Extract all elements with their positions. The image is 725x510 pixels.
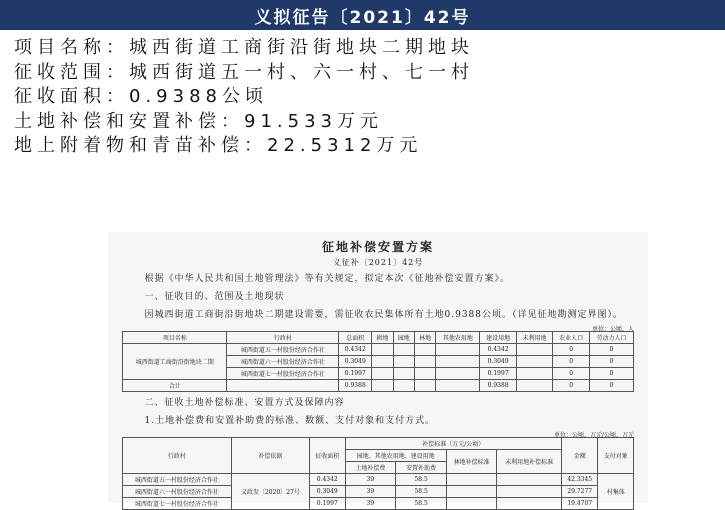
table-cell: 城西街道七一村股份经济合作社 (227, 368, 339, 380)
table-cell: 0.3049 (310, 486, 345, 498)
table-row (123, 498, 634, 510)
table-cell: 0.1997 (480, 368, 517, 380)
table-header: 安置补助费 (396, 462, 447, 474)
table-cell: 58.5 (396, 498, 447, 510)
table1-unit: 单位：公顷，人 (591, 326, 634, 333)
table-cell: 0 (589, 368, 633, 380)
doc-section1-text: 因城西街道工商街沿街地块二期建设需要，需征收农民集体所有土地0.9388公顷。（详见征地勘测定界图）。 (144, 310, 623, 320)
table-cell: 39 (345, 486, 396, 498)
table-cell (414, 344, 435, 356)
table-cell: 0 (553, 344, 590, 356)
table-header: 支付对象 (598, 438, 634, 474)
area-line (14, 85, 709, 110)
scope-label: 征收范围： (14, 61, 129, 83)
notice-summary (14, 36, 709, 159)
table-header: 园地 (393, 332, 414, 344)
table-cell (436, 344, 480, 356)
project-name-value: 城西街道工商街沿街地块二期地块 (129, 37, 474, 58)
table-header-row (123, 438, 634, 450)
table-cell (436, 356, 480, 368)
land-compensation-label: 土地补偿和安置补偿： (14, 110, 244, 132)
table-cell: 0 (589, 344, 633, 356)
table-cell (436, 368, 480, 380)
table-cell: 29.7277 (562, 486, 598, 498)
table-cell (393, 368, 414, 380)
table-cell (516, 368, 553, 380)
table-cell (497, 486, 562, 498)
table-cell: 0 (589, 380, 633, 392)
project-name-label: 项目名称： (14, 37, 129, 58)
table-cell (497, 474, 562, 486)
doc-number: 义征补〔2021〕42号 (332, 258, 424, 267)
table-cell: 0 (589, 356, 633, 368)
table-cell (516, 344, 553, 356)
table-cell (414, 356, 435, 368)
table-cell (393, 344, 414, 356)
table-row (123, 344, 634, 356)
table-cell: 0.1997 (310, 498, 345, 510)
table-header: 农业人口 (553, 332, 590, 344)
notice-title: 义拟征告〔2021〕42号 (254, 7, 471, 28)
table-cell: 城西街道六一村股份经济合作社 (227, 356, 339, 368)
attachment-compensation-line (14, 134, 709, 159)
table-cell (372, 380, 393, 392)
area-label: 征收面积： (14, 86, 129, 107)
doc-title: 征地补偿安置方案 (321, 240, 434, 254)
table-cell: 城西街道五一村股份经济合作社 (227, 344, 339, 356)
project-name-line (14, 36, 709, 61)
table-header: 征收面积 (310, 438, 345, 474)
scope-line (14, 61, 709, 86)
table-header: 林地补偿标准 (447, 450, 497, 474)
table-cell (447, 474, 497, 486)
table-cell: 义政发〔2020〕27号 (231, 474, 309, 510)
table-header: 项目名称 (123, 332, 227, 344)
table-cell: 0.3049 (339, 356, 372, 368)
table-cell (414, 368, 435, 380)
table-cell: 39 (345, 474, 396, 486)
land-status-table (122, 331, 634, 392)
table-cell: 村集体 (598, 474, 634, 510)
table-cell (393, 356, 414, 368)
doc-section2-heading: 二、征收土地补偿标准、安置方式及保障内容 (144, 398, 345, 408)
table-cell (414, 380, 435, 392)
table-header: 补偿依据 (231, 438, 309, 474)
table-cell: 39 (345, 498, 396, 510)
table-header: 林地 (414, 332, 435, 344)
table-cell: 城西街道七一村股份经济合作社 (123, 498, 232, 510)
doc-section2-sub: 1.土地补偿费和安置补助费的标准、数额、支付对象和支付方式。 (144, 416, 436, 426)
table-cell: 0.4342 (480, 344, 517, 356)
table-cell: 城西街道六一村股份经济合作社 (123, 486, 232, 498)
table-header: 土地补偿费 (345, 462, 396, 474)
compensation-table (122, 437, 634, 510)
table-cell (372, 368, 393, 380)
table-cell: 0 (553, 368, 590, 380)
table-cell: 0.9388 (339, 380, 372, 392)
scanned-document (108, 232, 648, 508)
table-header: 行政村 (123, 438, 232, 474)
table-header: 金额 (562, 438, 598, 474)
table-cell: 19.4707 (562, 498, 598, 510)
table-header: 行政村 (227, 332, 339, 344)
table-cell (393, 380, 414, 392)
table-cell (447, 486, 497, 498)
table-cell: 0.9388 (480, 380, 517, 392)
land-compensation-line (14, 110, 709, 135)
table-cell: 城西街道工商街沿街地块二期 (123, 344, 227, 380)
table-total-row (123, 380, 634, 392)
doc-intro: 根据《中华人民共和国土地管理法》等有关规定，拟定本次《征地补偿安置方案》。 (144, 274, 511, 284)
table-header: 园地、其他农用地、建设用地 (345, 450, 447, 462)
table-cell (497, 498, 562, 510)
table-cell: 0 (553, 356, 590, 368)
table-cell: 58.5 (396, 486, 447, 498)
table-cell (372, 344, 393, 356)
scope-value: 城西街道五一村、六一村、七一村 (129, 61, 474, 83)
table2-unit: 单位：公顷，万元/公顷，万元 (553, 432, 634, 439)
table-cell: 0.1997 (339, 368, 372, 380)
table-cell: 0.4342 (310, 474, 345, 486)
table-header: 建设用地 (480, 332, 517, 344)
attachment-compensation-value: 22.5312万元 (267, 135, 423, 156)
table-cell: 0 (553, 380, 590, 392)
land-compensation-value: 91.533万元 (244, 110, 383, 132)
table-header: 其他农用地 (436, 332, 480, 344)
notice-header (0, 0, 725, 30)
table-cell: 42.3345 (562, 474, 598, 486)
table-header: 补偿标准（万元/公顷） (345, 438, 562, 450)
table-cell: 合计 (123, 380, 227, 392)
table-header: 劳动力人口 (589, 332, 633, 344)
table-cell (227, 380, 339, 392)
table-cell (372, 356, 393, 368)
table-cell: 0.3049 (480, 356, 517, 368)
table-cell (516, 356, 553, 368)
table-cell: 0.4342 (339, 344, 372, 356)
table-header: 未利用地 (516, 332, 553, 344)
table-row (123, 486, 634, 498)
table-header: 未利用地补偿标准 (497, 450, 562, 474)
table-cell: 58.5 (396, 474, 447, 486)
table-cell: 城西街道五一村股份经济合作社 (123, 474, 232, 486)
table-row (123, 474, 634, 486)
doc-section1-heading: 一、征收目的、范围及土地现状 (144, 292, 285, 302)
table-cell (436, 380, 480, 392)
attachment-compensation-label: 地上附着物和青苗补偿： (14, 135, 267, 156)
area-value: 0.9388公顷 (129, 86, 268, 107)
table-cell (447, 498, 497, 510)
table-header: 总面积 (339, 332, 372, 344)
table-header: 耕地 (372, 332, 393, 344)
table-header-row (123, 332, 634, 344)
table-cell (516, 380, 553, 392)
